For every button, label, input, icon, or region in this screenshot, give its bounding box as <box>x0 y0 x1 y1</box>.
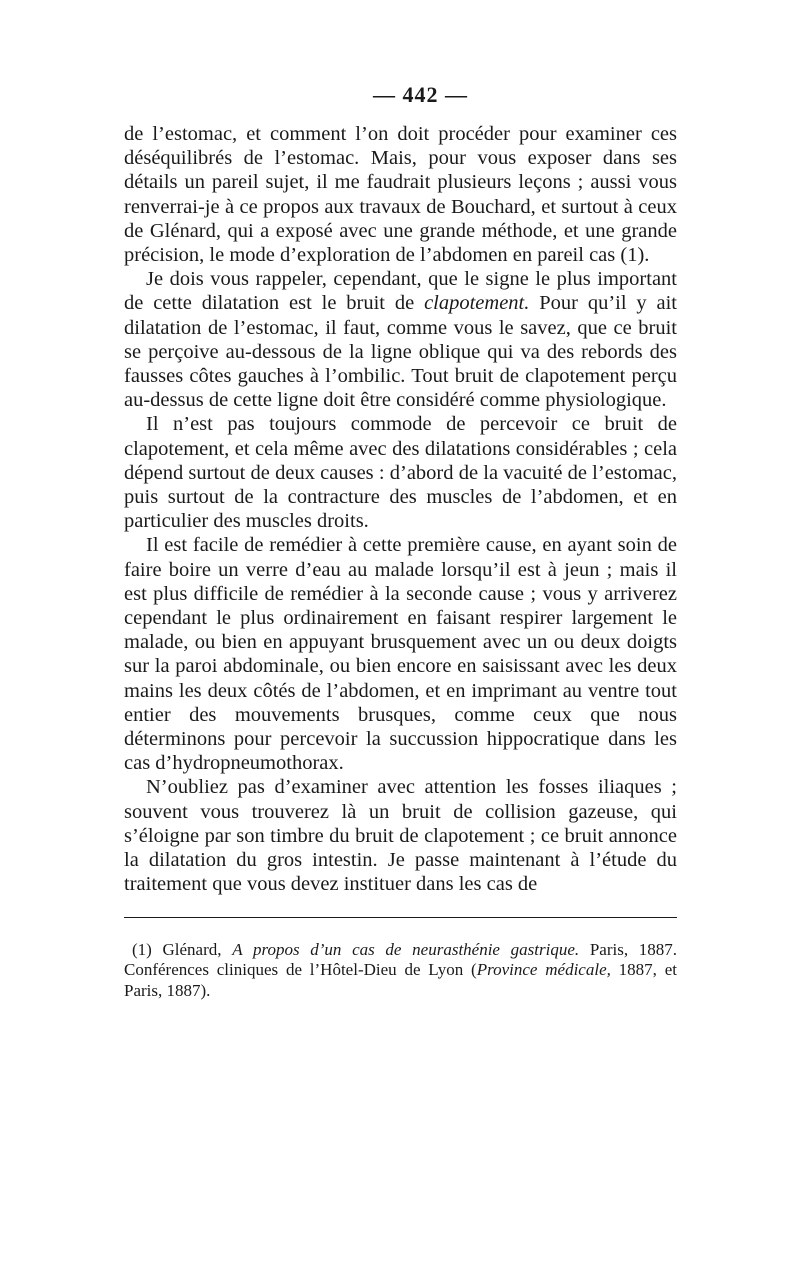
page-number: — 442 — <box>373 82 468 107</box>
footnote-italic-journal: Province médicale, <box>476 960 611 979</box>
paragraph-1: de l’estomac, et comment l’on doit procéder pour examiner ces déséquilibrés de l’estomac. Mais, pour vous exposer dans ses détails un pareil sujet, il me faudrait plusieurs leçons ; aussi vous renverrai-je à ce propos aux travaux de Bouchard, et surtout à ceux de Glénard, qui a exposé avec une grande méthode, et une grande précision, le mode d’exploration de l’abdomen en pareil cas (1). <box>124 123 677 267</box>
footnote-divider <box>124 917 677 918</box>
footnote <box>124 940 677 1002</box>
paragraph-2-text-a: Je dois vous rappeler, cependant, que le signe le plus important de cette dilatation est le bruit de <box>124 268 677 315</box>
footnote-text-b: Paris, 1887. Conférences cliniques de l’Hôtel-Dieu de Lyon ( <box>124 939 678 979</box>
paragraph-2-italic-term: clapotement. <box>424 292 530 315</box>
footnote-text-a: (1) Glénard, <box>132 939 233 959</box>
footnote-text-c: 1887, et Paris, 1887). <box>124 960 677 1000</box>
paragraph-2-text-b: Pour qu’il y ait dilatation de l’estomac, il faut, comme vous le savez, que ce bruit se perçoive au-dessous de la ligne oblique qui va des rebords des fausses côtes gauches à l’ombilic. Tout bruit de clapotement perçu au-dessus de cette ligne doit être considéré comme physiologique. <box>124 292 677 412</box>
paragraph-4: Il est facile de remédier à cette première cause, en ayant soin de faire boire un verre d’eau au malade lorsqu’il est à jeun ; mais il est plus difficile de remédier à la seconde cause ; vous y arriverez cependant le plus ordinairement en faisant respirer largement le malade, ou bien en appuyant brusquement avec un ou deux doigts sur la paroi abdominale, ou bien encore en saisissant avec les deux mains les deux côtés de l’abdomen, et en imprimant au ventre tout entier des mouvements brusques, comme ceux que nous déterminons pour percevoir la succussion hippocratique dans les cas d’hydropneumothorax. <box>124 534 677 775</box>
document-page <box>124 82 677 1018</box>
footnote-italic-title: A propos d’un cas de neurasthénie gastrique. <box>232 939 580 959</box>
paragraph-5: N’oubliez pas d’examiner avec attention les fosses iliaques ; souvent vous trouverez là un bruit de collision gazeuse, qui s’éloigne par son timbre du bruit de clapotement ; ce bruit annonce la dilatation du gros intestin. Je passe maintenant à l’étude du traitement que vous devez instituer dans les cas de <box>124 776 677 896</box>
paragraph-3: Il n’est pas toujours commode de percevoir ce bruit de clapotement, et cela même avec des dilatations considérables ; cela dépend surtout de deux causes : d’abord de la vacuité de l’estomac, puis surtout de la contracture des muscles de l’abdomen, et en particulier des muscles droits. <box>124 413 677 533</box>
paragraph-2 <box>124 267 677 412</box>
